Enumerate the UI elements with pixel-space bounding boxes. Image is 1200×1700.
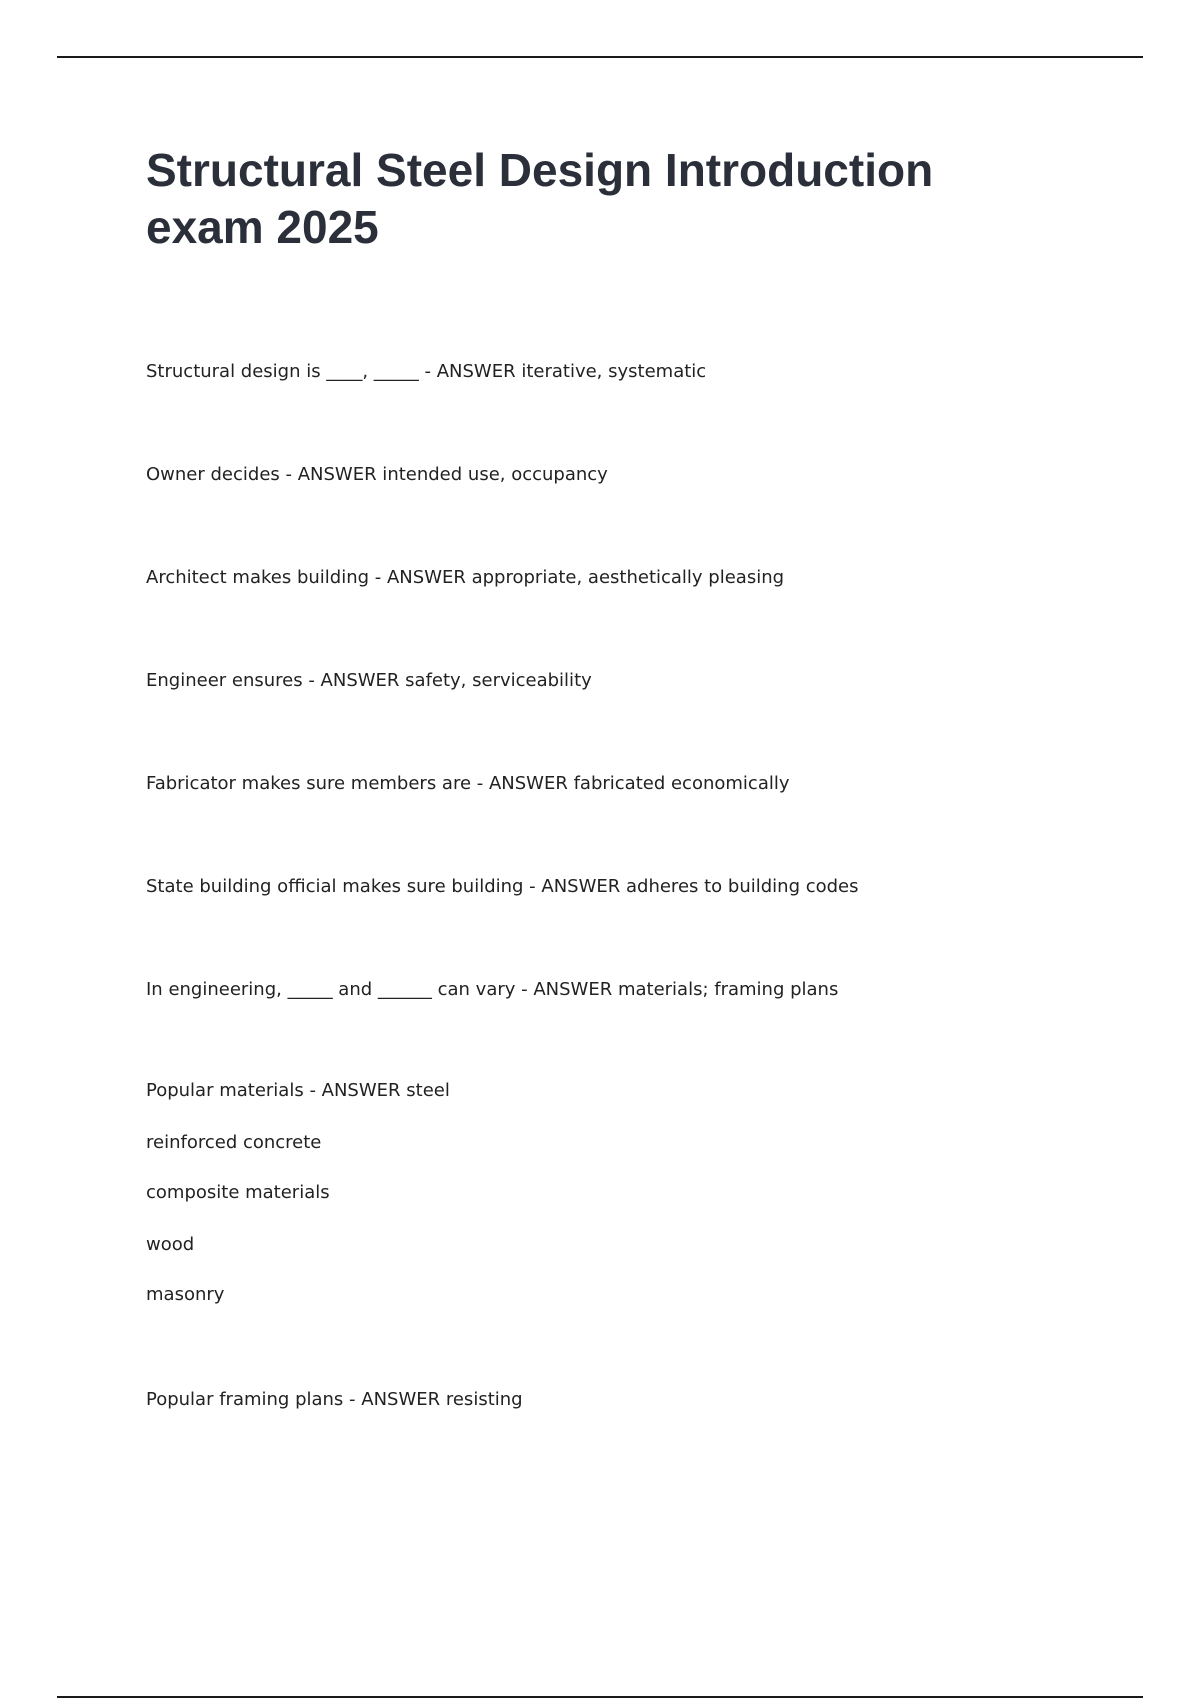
list-item: reinforced concrete <box>146 1132 322 1153</box>
list-item: composite materials <box>146 1182 330 1203</box>
list-item: masonry <box>146 1284 225 1305</box>
qa-item-engineer: Engineer ensures - ANSWER safety, serviceability <box>146 670 592 691</box>
qa-item-framing-plans: Popular framing plans - ANSWER resisting <box>146 1389 523 1410</box>
page-title-line-1: Structural Steel Design Introduction <box>146 144 934 196</box>
top-rule <box>57 56 1143 58</box>
qa-item-owner: Owner decides - ANSWER intended use, occupancy <box>146 464 608 485</box>
qa-item-building-official: State building official makes sure building - ANSWER adheres to building codes <box>146 876 859 897</box>
bottom-rule <box>57 1696 1143 1698</box>
qa-item-architect: Architect makes building - ANSWER appropriate, aesthetically pleasing <box>146 567 785 588</box>
qa-item-engineering-vary: In engineering, _____ and ______ can vary - ANSWER materials; framing plans <box>146 979 839 1000</box>
page-title-line-2: exam 2025 <box>146 201 379 253</box>
qa-item-fabricator: Fabricator makes sure members are - ANSWER fabricated economically <box>146 773 790 794</box>
qa-item-popular-materials: Popular materials - ANSWER steel <box>146 1080 450 1101</box>
qa-item-structural-design: Structural design is ____, _____ - ANSWER iterative, systematic <box>146 361 707 382</box>
page-title <box>146 142 1046 256</box>
list-item: wood <box>146 1234 195 1255</box>
